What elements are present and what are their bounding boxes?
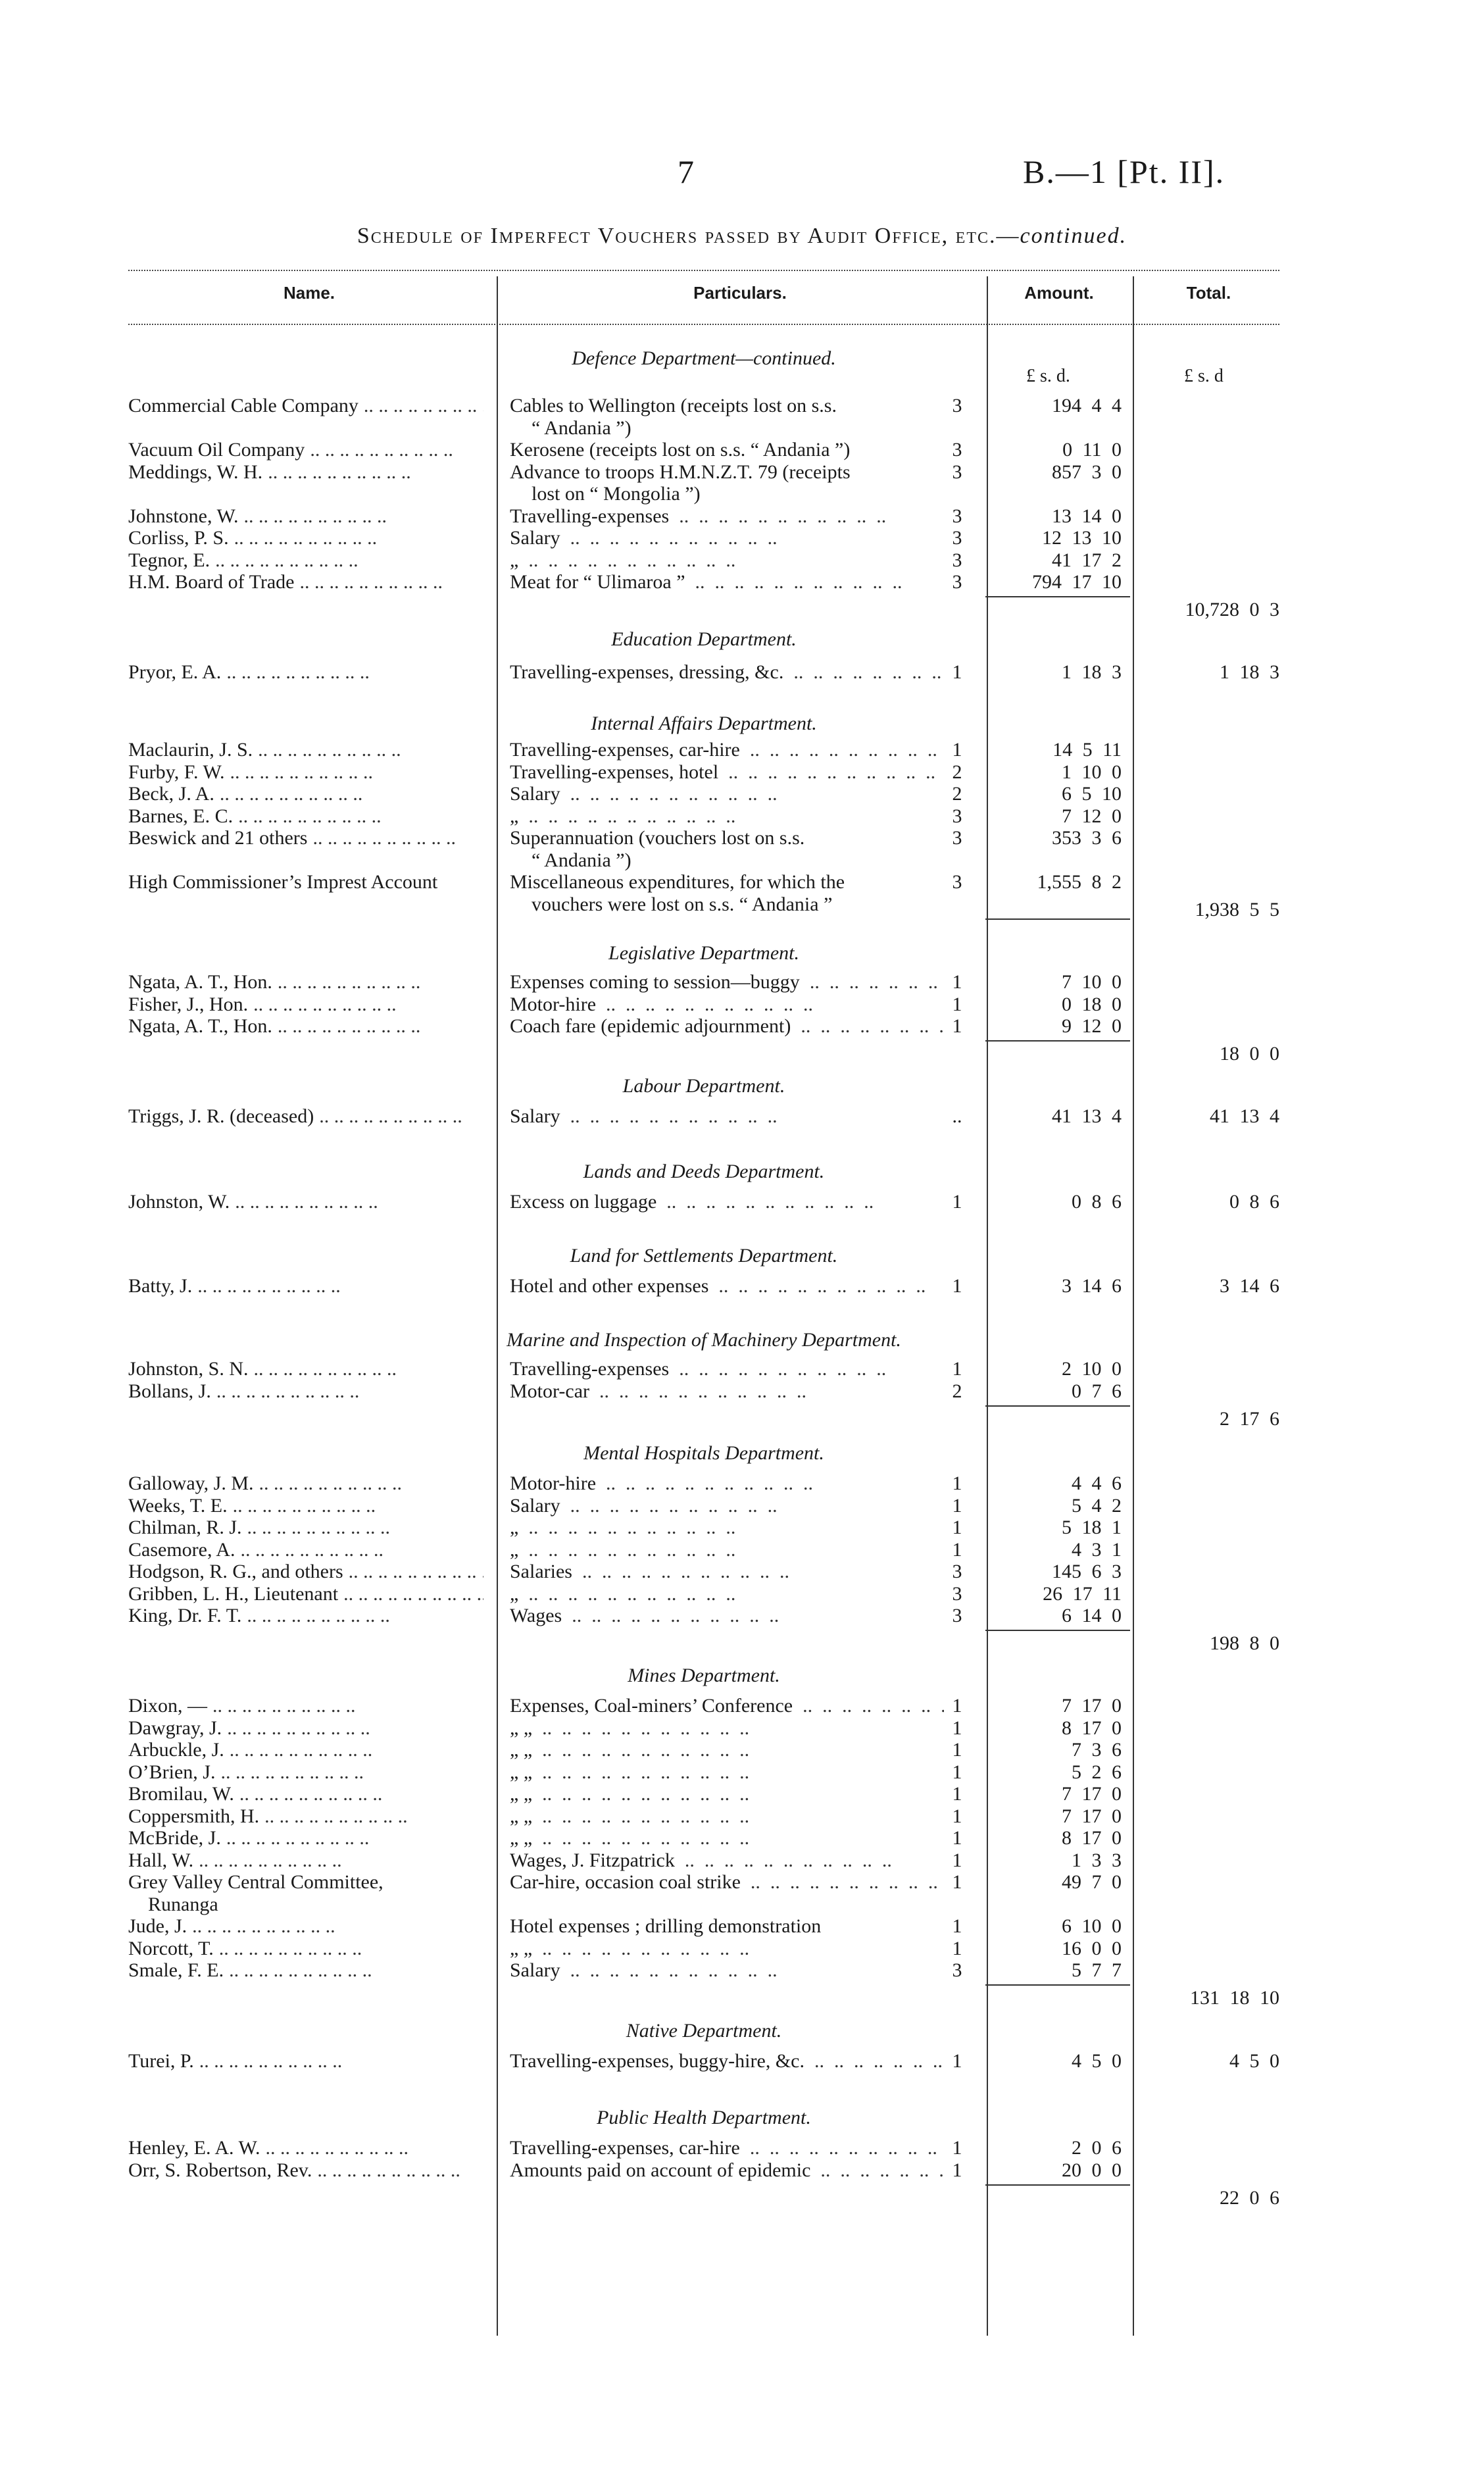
- department-heading: Public Health Department.: [597, 2107, 811, 2128]
- voucher-class: 1: [944, 1739, 970, 1761]
- voucher-row: [128, 1849, 1279, 1872]
- payee-name: Furby, F. W. .. .: [128, 761, 483, 784]
- payee-name: Beswick and 21 others .. .: [128, 827, 483, 849]
- voucher-class: 1: [944, 1849, 970, 1872]
- particulars: Amounts paid on account of epidemic .. .: [510, 2159, 944, 2182]
- payee-name: Triggs, J. R. (deceased) .. .: [128, 1105, 483, 1128]
- voucher-class: 3: [944, 827, 970, 849]
- voucher-class: 1: [944, 2050, 970, 2072]
- voucher-class: 1: [944, 1495, 970, 1517]
- voucher-class: 1: [944, 1539, 970, 1561]
- subtotal-rule: [985, 1040, 1130, 1042]
- amount-value: 6 14 0: [1062, 1605, 1122, 1626]
- section-total: 4 5 0: [1229, 2050, 1279, 2072]
- particulars: Travelling-expenses, buggy-hire, &c. .. .: [510, 2050, 944, 2072]
- voucher-row: [128, 1805, 1279, 1828]
- amount-value: 49 7 0: [1062, 1871, 1122, 1893]
- particulars: Meat for “ Ulimaroa ” .. .: [510, 571, 944, 593]
- voucher-class: 2: [944, 783, 970, 805]
- amount-value: 7 12 0: [1062, 805, 1122, 827]
- column-header-particulars: Particulars.: [693, 283, 787, 303]
- amount-value: 1,555 8 2: [1037, 871, 1122, 893]
- payee-name: Batty, J. .. .: [128, 1275, 483, 1297]
- payee-name: Turei, P. .. .: [128, 2050, 483, 2072]
- payee-name: Hall, W. .. .: [128, 1849, 483, 1872]
- voucher-row: [128, 571, 1279, 620]
- payee-name: King, Dr. F. T. .. .: [128, 1605, 483, 1627]
- particulars: Advance to troops H.M.N.Z.T. 79 (receipts: [510, 461, 851, 483]
- amount-value: 3 14 6: [1062, 1275, 1122, 1297]
- voucher-row: [128, 1495, 1279, 1517]
- amount-value: 5 18 1: [1062, 1517, 1122, 1538]
- subtotal-rule: [985, 918, 1130, 920]
- amount-value: 5 7 7: [1072, 1959, 1122, 1981]
- voucher-row: [128, 395, 1279, 417]
- department-heading: Labour Department.: [622, 1075, 785, 1097]
- voucher-row: [128, 1358, 1279, 1380]
- voucher-row: [128, 805, 1279, 828]
- payee-name: Barnes, E. C. .. .: [128, 805, 483, 828]
- header-bottom-rule: [128, 324, 1279, 325]
- amount-value: 7 17 0: [1062, 1695, 1122, 1717]
- particulars: „ „ .. .: [510, 1938, 944, 1960]
- payee-name: Bollans, J. .. .: [128, 1380, 483, 1403]
- amount-value: 5 2 6: [1072, 1761, 1122, 1783]
- voucher-row: [128, 1938, 1279, 1960]
- voucher-class: 3: [944, 439, 970, 461]
- particulars: Cables to Wellington (receipts lost on s.s.: [510, 395, 837, 416]
- payee-name: Orr, S. Robertson, Rev. .. .: [128, 2159, 483, 2182]
- amount-value: 5 4 2: [1072, 1494, 1122, 1517]
- payee-name: Dixon, — .. .: [128, 1695, 483, 1717]
- payee-name: High Commissioner’s Imprest Account: [128, 871, 438, 893]
- particulars: Expenses coming to session—buggy .. .: [510, 971, 944, 993]
- amount-value: 9 12 0: [1062, 1015, 1122, 1037]
- voucher-class: 3: [944, 461, 970, 484]
- department-heading: Mines Department.: [628, 1665, 780, 1686]
- voucher-class: 1: [944, 2159, 970, 2182]
- particulars: Motor-car .. .: [510, 1380, 944, 1403]
- voucher-row: [128, 1783, 1279, 1805]
- subtotal-rule: [985, 596, 1130, 597]
- voucher-row: [128, 1695, 1279, 1717]
- payee-name: Tegnor, E. .. .: [128, 549, 483, 572]
- voucher-class: 1: [944, 1695, 970, 1717]
- payee-name: Ngata, A. T., Hon. .. .: [128, 1015, 483, 1038]
- particulars: Wages .. .: [510, 1605, 944, 1627]
- voucher-class: 1: [944, 1717, 970, 1740]
- amount-value: 4 4 6: [1072, 1472, 1122, 1494]
- particulars: „ „ .. .: [510, 1717, 944, 1740]
- particulars-continuation: lost on “ Mongolia ”): [532, 483, 701, 505]
- voucher-row: [128, 1517, 1279, 1539]
- particulars: Salary .. .: [510, 527, 944, 549]
- amount-value: 14 5 11: [1052, 739, 1122, 761]
- particulars: Motor-hire .. .: [510, 993, 944, 1016]
- particulars: Wages, J. Fitzpatrick .. .: [510, 1849, 944, 1872]
- voucher-row: [128, 1827, 1279, 1849]
- payee-name: Pryor, E. A. .. .: [128, 661, 483, 684]
- voucher-class: 3: [944, 805, 970, 828]
- voucher-row: [128, 1191, 1279, 1213]
- voucher-row: [128, 1561, 1279, 1583]
- particulars: Superannuation (vouchers lost on s.s.: [510, 827, 805, 849]
- voucher-row: [128, 1380, 1279, 1430]
- particulars: Travelling-expenses, dressing, &c. .. .: [510, 661, 944, 684]
- voucher-row: [128, 527, 1279, 549]
- department-heading: Education Department.: [611, 628, 797, 650]
- particulars: Motor-hire .. .: [510, 1472, 944, 1495]
- amount-value: 2 10 0: [1062, 1358, 1122, 1380]
- amount-value: 353 3 6: [1052, 827, 1122, 849]
- voucher-class: 3: [944, 1605, 970, 1627]
- particulars: „ .. .: [510, 1583, 944, 1605]
- particulars: Salary .. .: [510, 1105, 944, 1128]
- page-number: 7: [678, 153, 694, 190]
- voucher-class: 1: [944, 993, 970, 1016]
- particulars: Salaries .. .: [510, 1561, 944, 1583]
- amount-value: 145 6 3: [1052, 1561, 1122, 1582]
- header-top-rule: [128, 270, 1279, 271]
- amount-value: 0 8 6: [1072, 1191, 1122, 1213]
- section-total: 3 14 6: [1220, 1275, 1279, 1297]
- voucher-row: [128, 2050, 1279, 2072]
- payee-name: Meddings, W. H. .. .: [128, 461, 483, 484]
- amount-value: 794 17 10: [1032, 571, 1122, 593]
- voucher-row: [128, 1472, 1279, 1495]
- payee-name-continuation: Runanga: [148, 1893, 218, 1915]
- voucher-class: 1: [944, 1938, 970, 1960]
- voucher-class: 3: [944, 1561, 970, 1583]
- voucher-row: [128, 993, 1279, 1016]
- page-title: [0, 224, 1484, 249]
- particulars-continuation: vouchers were lost on s.s. “ Andania ”: [532, 893, 833, 915]
- amount-currency-header: £ s. d.: [1026, 366, 1070, 386]
- voucher-class: 3: [944, 549, 970, 572]
- particulars: „ „ .. .: [510, 1827, 944, 1849]
- voucher-row: [128, 505, 1279, 528]
- amount-value: 12 13 10: [1042, 527, 1122, 549]
- payee-name: Beck, J. A. .. .: [128, 783, 483, 805]
- voucher-class: 1: [944, 1191, 970, 1213]
- amount-value: 8 17 0: [1062, 1827, 1122, 1849]
- particulars: „ .. .: [510, 805, 944, 828]
- payee-name: Grey Valley Central Committee,: [128, 1871, 383, 1893]
- payee-name: Fisher, J., Hon. .. .: [128, 993, 483, 1016]
- voucher-row: [128, 1015, 1279, 1065]
- voucher-class: 1: [944, 1827, 970, 1849]
- amount-value: 0 18 0: [1062, 993, 1122, 1015]
- voucher-class: 1: [944, 1472, 970, 1495]
- section-total: 198 8 0: [1210, 1632, 1279, 1654]
- amount-value: 16 0 0: [1062, 1937, 1122, 1959]
- particulars: Salary .. .: [510, 783, 944, 805]
- section-total: 1,938 5 5: [1195, 899, 1279, 920]
- voucher-class: 3: [944, 527, 970, 549]
- payee-name: Johnston, W. .. .: [128, 1191, 483, 1213]
- voucher-row: [128, 1275, 1279, 1297]
- payee-name: Johnstone, W. .. .: [128, 505, 483, 528]
- voucher-row: [128, 739, 1279, 761]
- payee-name: Dawgray, J. .. .: [128, 1717, 483, 1740]
- particulars: Hotel and other expenses .. .: [510, 1275, 944, 1297]
- voucher-class: 2: [944, 761, 970, 784]
- department-heading: Land for Settlements Department.: [570, 1245, 838, 1267]
- particulars: Car-hire, occasion coal strike .. .: [510, 1871, 944, 1894]
- payee-name: Vacuum Oil Company .. .: [128, 439, 483, 461]
- voucher-class: 1: [944, 661, 970, 684]
- payee-name: Jude, J. .. .: [128, 1915, 483, 1938]
- payee-name: Arbuckle, J. .. .: [128, 1739, 483, 1761]
- voucher-row: [128, 1605, 1279, 1654]
- section-total: 0 8 6: [1229, 1191, 1279, 1213]
- voucher-class: 1: [944, 2137, 970, 2159]
- amount-value: 1 18 3: [1062, 661, 1122, 683]
- voucher-class: 1: [944, 739, 970, 761]
- total-currency-header: £ s. d: [1184, 366, 1224, 386]
- amount-value: 4 5 0: [1072, 2050, 1122, 2072]
- particulars: Salary .. .: [510, 1495, 944, 1517]
- amount-value: 7 17 0: [1062, 1805, 1122, 1827]
- payee-name: Johnston, S. N. .. .: [128, 1358, 483, 1380]
- particulars: Hotel expenses ; drilling demonstration: [510, 1915, 822, 1937]
- subtotal-rule: [985, 2184, 1130, 2186]
- voucher-row: [128, 971, 1279, 993]
- payee-name: Smale, F. E. .. .: [128, 1959, 483, 1982]
- section-total: 2 17 6: [1220, 1407, 1279, 1430]
- particulars: Salary .. .: [510, 1959, 944, 1982]
- voucher-row: [128, 1539, 1279, 1561]
- voucher-class: 1: [944, 1783, 970, 1805]
- payee-name: Maclaurin, J. S. .. .: [128, 739, 483, 761]
- particulars-continuation: “ Andania ”): [532, 849, 631, 871]
- department-heading: Mental Hospitals Department.: [583, 1442, 824, 1464]
- voucher-class: 2: [944, 1380, 970, 1403]
- subtotal-rule: [985, 1405, 1130, 1407]
- column-header-total: Total.: [1186, 283, 1231, 303]
- particulars: „ .. .: [510, 1517, 944, 1539]
- particulars: Travelling-expenses, car-hire .. .: [510, 2137, 944, 2159]
- payee-name: Galloway, J. M. .. .: [128, 1472, 483, 1495]
- payee-name: H.M. Board of Trade .. .: [128, 571, 483, 593]
- particulars: „ „ .. .: [510, 1739, 944, 1761]
- voucher-class: 1: [944, 1015, 970, 1038]
- section-total: 22 0 6: [1220, 2186, 1279, 2209]
- amount-value: 41 13 4: [1052, 1105, 1122, 1127]
- amount-value: 194 4 4: [1052, 395, 1122, 416]
- voucher-row: [128, 1717, 1279, 1740]
- subtotal-rule: [985, 1630, 1130, 1631]
- section-total: 1 18 3: [1220, 661, 1279, 683]
- voucher-class: 1: [944, 971, 970, 993]
- payee-name: Norcott, T. .. .: [128, 1938, 483, 1960]
- amount-value: 41 17 2: [1052, 549, 1122, 571]
- payee-name: Casemore, A. .. .: [128, 1539, 483, 1561]
- particulars: Travelling-expenses, car-hire .. .: [510, 739, 944, 761]
- amount-value: 4 3 1: [1072, 1538, 1122, 1561]
- amount-value: 1 10 0: [1062, 761, 1122, 783]
- amount-value: 2 0 6: [1072, 2137, 1122, 2159]
- particulars: Travelling-expenses .. .: [510, 505, 944, 528]
- section-total: 131 18 10: [1190, 1987, 1279, 2009]
- department-heading: Internal Affairs Department.: [591, 713, 817, 734]
- section-total: 41 13 4: [1210, 1105, 1279, 1127]
- voucher-row: [128, 783, 1279, 805]
- payee-name: Coppersmith, H. .. .: [128, 1805, 483, 1828]
- amount-value: 8 17 0: [1062, 1717, 1122, 1739]
- column-header-amount: Amount.: [1024, 283, 1094, 303]
- voucher-class: 3: [944, 505, 970, 528]
- title-suffix: continued.: [1020, 224, 1127, 248]
- particulars: „ „ .. .: [510, 1761, 944, 1784]
- voucher-row: [128, 461, 1279, 484]
- voucher-row: [128, 827, 1279, 849]
- department-heading: Defence Department—continued.: [572, 347, 836, 369]
- payee-name: Henley, E. A. W. .. .: [128, 2137, 483, 2159]
- voucher-row: [128, 661, 1279, 684]
- department-heading: Marine and Inspection of Machinery Department.: [507, 1329, 901, 1351]
- amount-value: 0 11 0: [1062, 439, 1122, 461]
- title-main: Schedule of Imperfect Vouchers passed by Audit Office, etc.—: [357, 224, 1020, 248]
- particulars: Coach fare (epidemic adjournment) .. .: [510, 1015, 944, 1038]
- payee-name: Chilman, R. J. .. .: [128, 1517, 483, 1539]
- amount-value: 6 10 0: [1062, 1915, 1122, 1937]
- payee-name: Commercial Cable Company .. .: [128, 395, 483, 417]
- voucher-class: 1: [944, 1805, 970, 1828]
- particulars-continuation: “ Andania ”): [532, 416, 631, 439]
- voucher-class: 1: [944, 1517, 970, 1539]
- particulars: „ .. .: [510, 549, 944, 572]
- voucher-class: 1: [944, 1275, 970, 1297]
- voucher-class: 1: [944, 1761, 970, 1784]
- voucher-row: [128, 549, 1279, 572]
- particulars: Miscellaneous expenditures, for which the: [510, 871, 845, 893]
- voucher-row: [128, 2159, 1279, 2209]
- payee-name: Corliss, P. S. .. .: [128, 527, 483, 549]
- voucher-row: [128, 1761, 1279, 1784]
- payee-name: Weeks, T. E. .. .: [128, 1495, 483, 1517]
- particulars: Travelling-expenses .. .: [510, 1358, 944, 1380]
- voucher-row: [128, 1915, 1279, 1938]
- amount-value: 1 3 3: [1072, 1849, 1122, 1871]
- voucher-class: 3: [944, 1583, 970, 1605]
- payee-name: McBride, J. .. .: [128, 1827, 483, 1849]
- voucher-row: [128, 439, 1279, 461]
- amount-value: 6 5 10: [1062, 783, 1122, 805]
- amount-value: 26 17 11: [1043, 1582, 1122, 1605]
- particulars: Travelling-expenses, hotel .. .: [510, 761, 944, 784]
- department-heading: Native Department.: [626, 2020, 782, 2042]
- payee-name: Gribben, L. H., Lieutenant .. .: [128, 1583, 483, 1605]
- voucher-class: 1: [944, 1915, 970, 1938]
- department-heading: Legislative Department.: [608, 942, 799, 964]
- section-total: 18 0 0: [1220, 1043, 1279, 1065]
- particulars: „ „ .. .: [510, 1805, 944, 1828]
- particulars: Expenses, Coal-miners’ Conference .. .: [510, 1695, 944, 1717]
- particulars: „ .. .: [510, 1539, 944, 1561]
- voucher-row: [128, 761, 1279, 784]
- payee-name: Hodgson, R. G., and others .. .: [128, 1561, 483, 1583]
- voucher-row: [128, 2137, 1279, 2159]
- amount-value: 7 3 6: [1072, 1739, 1122, 1761]
- particulars: Excess on luggage .. .: [510, 1191, 944, 1213]
- voucher-row: [128, 1583, 1279, 1605]
- payee-name: Ngata, A. T., Hon. .. .: [128, 971, 483, 993]
- voucher-class: 1: [944, 1871, 970, 1894]
- voucher-row: [128, 1959, 1279, 2009]
- subtotal-rule: [985, 1984, 1130, 1986]
- amount-value: 857 3 0: [1052, 461, 1122, 483]
- column-header-name: Name.: [283, 283, 335, 303]
- voucher-class: 3: [944, 1959, 970, 1982]
- amount-value: 20 0 0: [1062, 2159, 1122, 2181]
- amount-value: 13 14 0: [1052, 505, 1122, 527]
- payee-name: Bromilau, W. .. .: [128, 1783, 483, 1805]
- voucher-class: 1: [944, 1358, 970, 1380]
- voucher-row: [128, 1105, 1279, 1128]
- payee-name: O’Brien, J. .. .: [128, 1761, 483, 1784]
- voucher-class: ..: [944, 1105, 970, 1128]
- particulars: Kerosene (receipts lost on s.s. “ Andania ”): [510, 439, 851, 461]
- amount-value: 0 7 6: [1072, 1380, 1122, 1402]
- voucher-class: 3: [944, 571, 970, 593]
- amount-value: 7 10 0: [1062, 971, 1122, 993]
- amount-value: 7 17 0: [1062, 1783, 1122, 1805]
- voucher-class: 3: [944, 871, 970, 893]
- particulars: „ „ .. .: [510, 1783, 944, 1805]
- section-total: 10,728 0 3: [1185, 599, 1279, 620]
- department-heading: Lands and Deeds Department.: [583, 1161, 825, 1182]
- voucher-row: [128, 1871, 1279, 1894]
- document-reference: B.—1 [Pt. II].: [1023, 153, 1225, 190]
- voucher-row: [128, 1739, 1279, 1761]
- voucher-class: 3: [944, 395, 970, 417]
